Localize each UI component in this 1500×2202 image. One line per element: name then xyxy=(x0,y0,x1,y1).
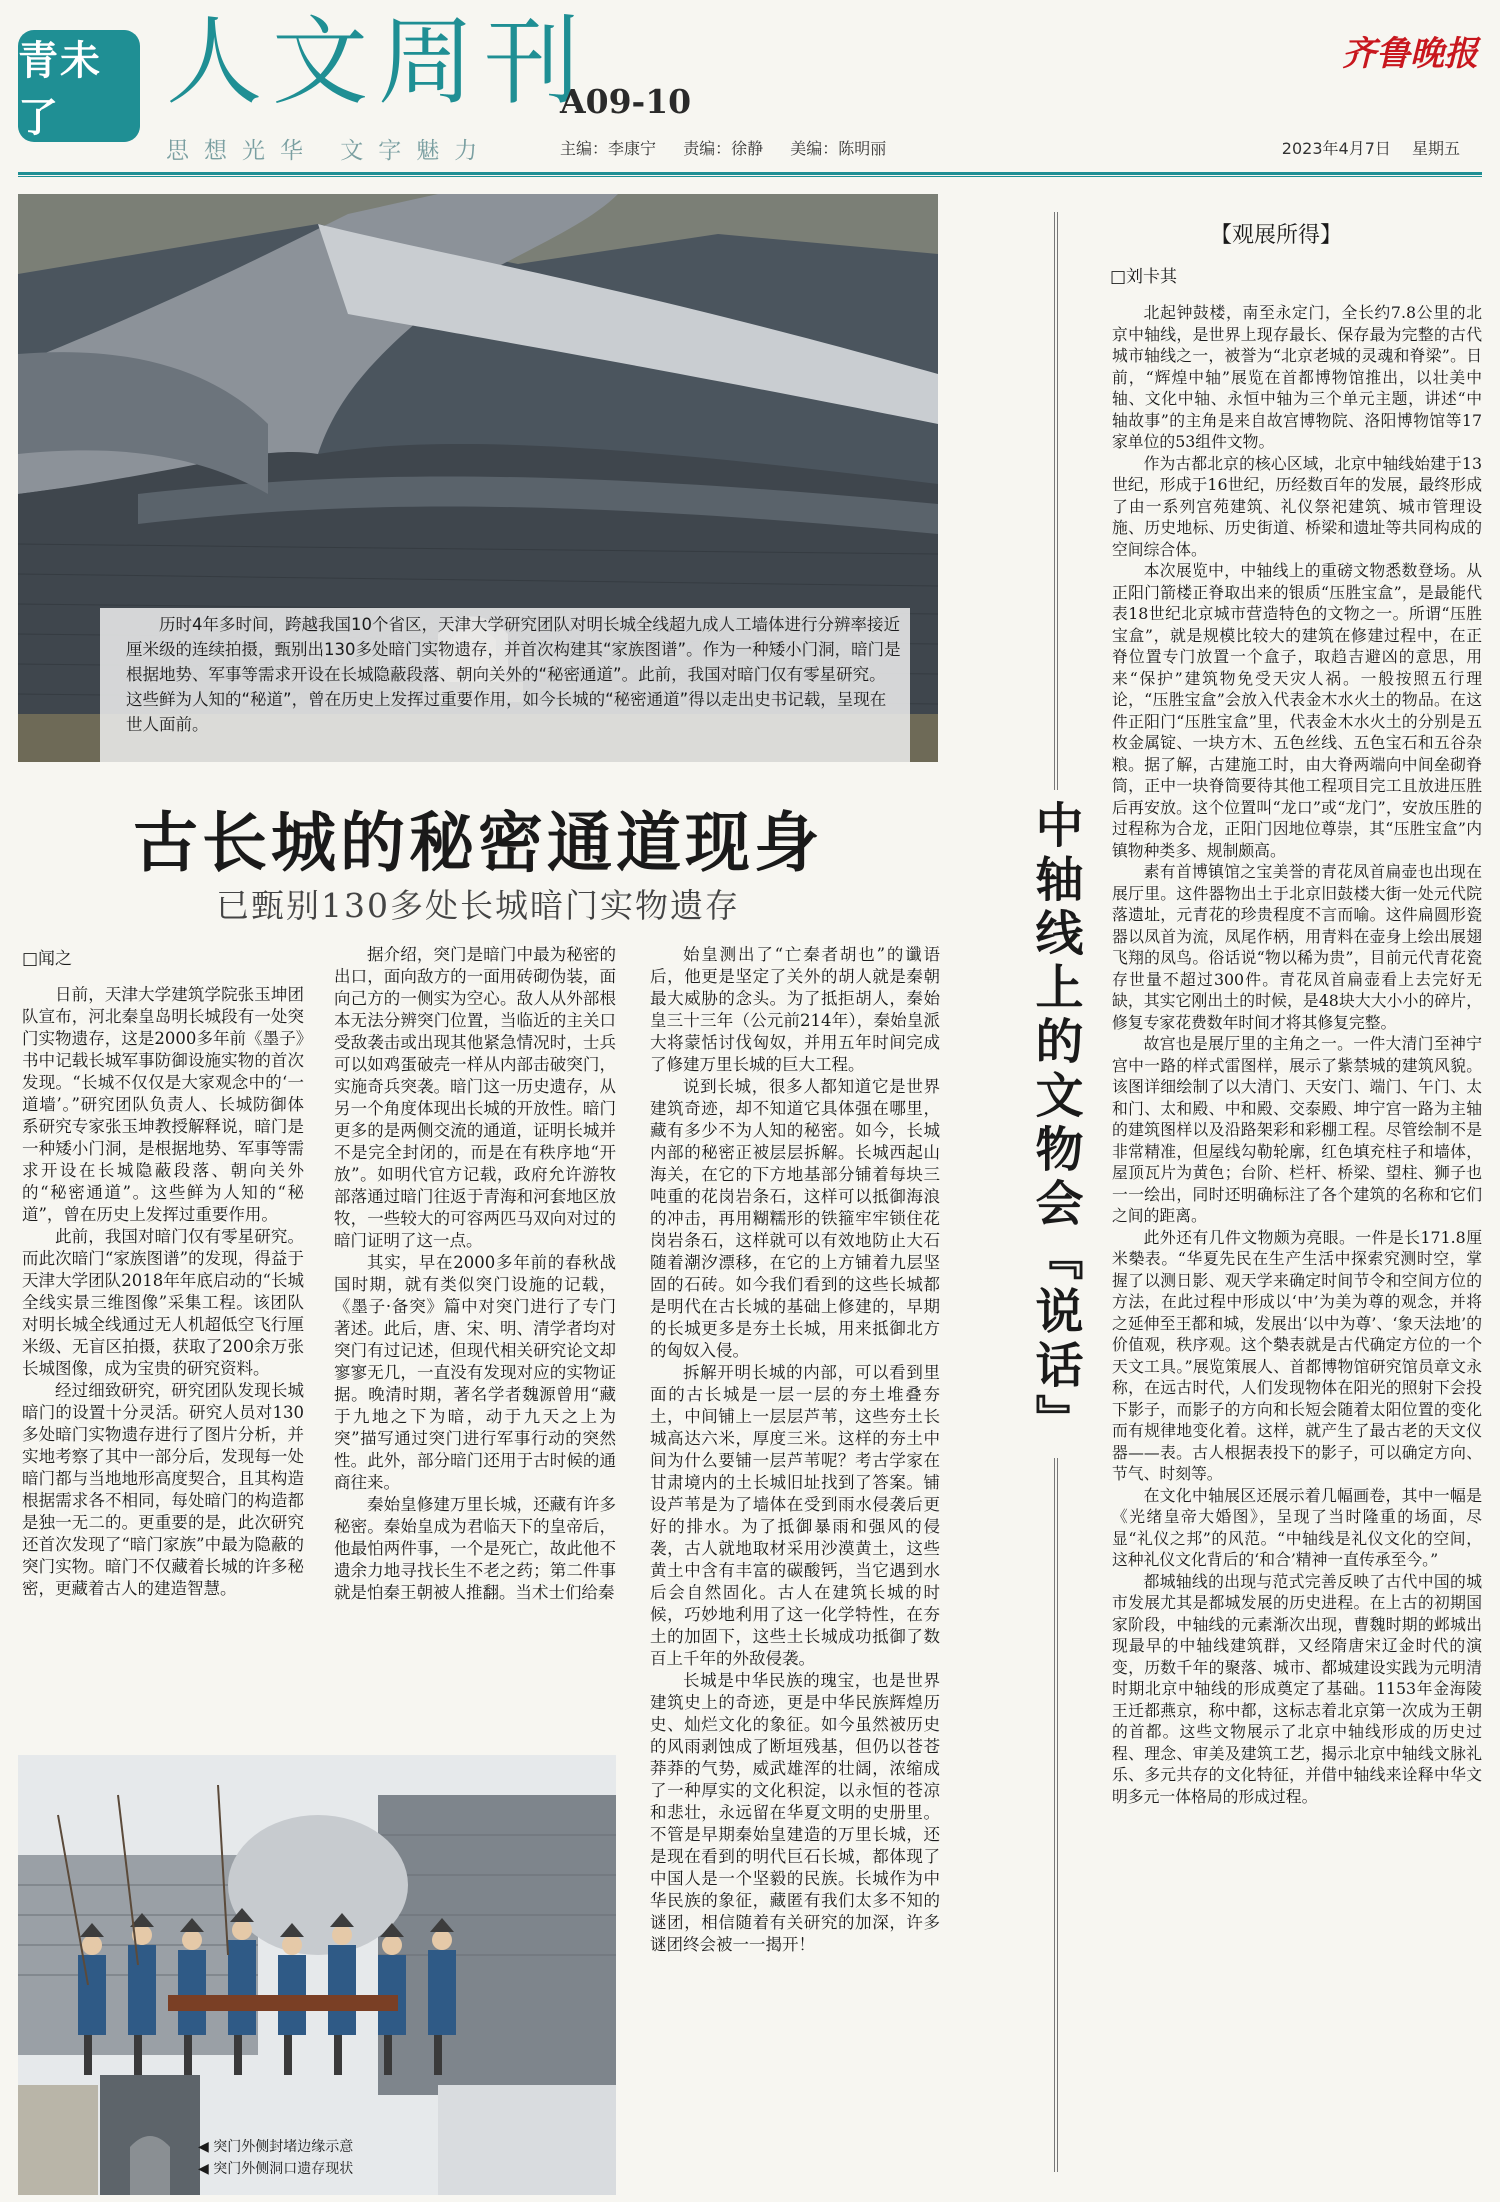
paragraph: 在文化中轴展区还展示着几幅画卷，其中一幅是《光绪皇帝大婚图》，呈现了当时隆重的场面，尽显“礼仪之邦”的风范。“中轴线是礼仪文化的空间，这种礼仪文化背后的‘和合’精神一直传承至今。” xyxy=(1112,1485,1482,1569)
article-column-2 xyxy=(334,944,616,1746)
masthead-rule-thin xyxy=(18,176,1482,177)
paragraph: 据介绍，突门是暗门中最为秘密的出口，面向敌方的一面用砖砌伪装，面向己方的一侧实为空心。敌人从外部根本无法分辨突门位置，当临近的主关口受敌袭击或出现其他紧急情况时，士兵可以如鸡蛋破壳一样从内部击破突门，实施奇兵突袭。暗门这一历史遗存，从另一个角度体现出长城的开放性。暗门更多的是两侧交流的通道，证明长城并不是完全封闭的，而是在有秩序地“开放”。如明代官方记载，政府允许游牧部落通过暗门往返于青海和河套地区放牧，一些较大的可容两匹马双向对过的暗门证明了这一点。 xyxy=(334,945,616,1250)
article-column-3 xyxy=(650,944,940,2184)
illus-label-text: 突门外侧洞口遗存现状 xyxy=(213,2161,354,2177)
paragraph: 其实，早在2000多年前的春秋战国时期，就有类似突门设施的记载，《墨子·备突》篇中对突门进行了专门著述。此后，唐、宋、明、清学者均对突门有过记述，但现代相关研究论文却寥寥无几，一直没有发现对应的实物证据。晚清时期，著名学者魏源曾用“藏于九地之下为暗，动于九天之上为突”描写通过突门进行军事行动的突然性。此外，部分暗门还用于古时候的通商往来。 xyxy=(334,1253,616,1492)
illus-label-1 xyxy=(198,2136,353,2156)
paragraph: 素有首博镇馆之宝美誉的青花凤首扁壶也出现在展厅里。这件器物出土于北京旧鼓楼大街一处元代院落遗址，元青花的珍贵程度不言而喻。这件扁圆形瓷器以凤首为流，凤尾作柄，用青料在壶身上绘出展翅飞翔的凤鸟。俗话说“物以稀为贵”，目前元代青花瓷存世量不超过300件。青花凤首扁壶看上去完好无缺，其实它刚出土的时候，是48块大大小小的碎片，修复专家花费数年时间才将其修复完整。 xyxy=(1112,862,1482,1032)
illus-label-text: 突门外侧封堵边缘示意 xyxy=(213,2139,354,2155)
paragraph: 本次展览中，中轴线上的重磅文物悉数登场。从正阳门箭楼正脊取出来的银质“压胜宝盒”，是最能代表18世纪北京城市营造特色的文物之一。所谓“压胜宝盒”，就是规模比较大的建筑在修建过程中，在正脊位置专门放置一个盒子，取趋吉避凶的意思，用来“保护”建筑物免受天灾人祸。一般按照五行理论，“压胜宝盒”会放入代表金木水火土的物品。在这件正阳门“压胜宝盒”里，代表金木水火土的分别是五枚金属锭、一块方木、五色丝线、五色宝石和五谷杂粮。据了解，古建施工时，由大脊两端向中间垒砌脊筒，正中一块脊筒要待其他工程项目完工且放进压胜后再安放。这个位置叫“龙口”或“龙门”，安放压胜的过程称为合龙，正阳门因地位尊崇，其“压胜宝盒”内镇物种类多、规制颇高。 xyxy=(1112,561,1482,860)
right-article-title: 中轴线上的文物会『说话』 xyxy=(1022,790,1090,1458)
illus-label-2 xyxy=(198,2158,353,2178)
tagline: 思想光华 文字魅力 xyxy=(166,138,493,164)
art-editor: 美编：陈明丽 xyxy=(790,139,887,158)
article-column-1 xyxy=(22,984,304,1746)
editor-credits xyxy=(560,136,908,159)
date-line xyxy=(1266,136,1460,159)
right-article-body xyxy=(1112,302,1482,2190)
paragraph: 长城是中华民族的瑰宝，也是世界建筑史上的奇迹，更是中华民族辉煌历史、灿烂文化的象征。如今虽然被历史的风雨剥蚀成了断垣残基，但仍以苍苍莽莽的气势，威武雄浑的壮阔，浓缩成了一种厚实的文化积淀，以永恒的苍凉和悲壮，永远留在华夏文明的史册里。不管是早期秦始皇建造的万里长城，还是现在看到的明代巨石长城，都体现了中国人是一个坚毅的民族。长城作为中华民族的象征，藏匿有我们太多不知的谜团，相信随着有关研究的加深，许多谜团终会被一一揭开！ xyxy=(650,1671,940,1954)
paragraph: 都城轴线的出现与范式完善反映了古代中国的城市发展尤其是都城发展的历史进程。在上古的初期国家阶段，中轴线的元素渐次出现，曹魏时期的邺城出现最早的中轴线建筑群，又经隋唐宋辽金时代的演变，历数千年的聚落、城市、都城建设实践为元明清时期北京中轴线的形成奠定了基础。1153年金海陵王迁都燕京，称中都，这标志着北京第一次成为王朝的首都。这些文物展示了北京中轴线形成的历史过程、理念、审美及建筑工艺，揭示北京中轴线文脉礼乐、多元共存的文化特征，并借中轴线来诠释中华文明多元一体格局的形成过程。 xyxy=(1112,1571,1482,1806)
paragraph: 故宫也是展厅里的主角之一。一件大清门至神宁宫中一路的样式雷图样，展示了紫禁城的建筑风貌。该图详细绘制了以大清门、天安门、端门、午门、太和门、太和殿、中和殿、交泰殿、坤宁宫一路为主轴的建筑图样以及沿路架彩和彩棚工程。尽管绘制不是非常精准，但屋线勾勒轮廓，红色填充柱子和墙体，屋顶瓦片为黄色；台阶、栏杆、桥梁、望柱、狮子也一一绘出，同时还明确标注了各个建筑的名称和它们之间的距离。 xyxy=(1112,1034,1482,1225)
paragraph: 作为古都北京的核心区域，北京中轴线始建于13世纪，形成于16世纪，历经数百年的发展，最终形成了由一系列宫苑建筑、礼仪祭祀建筑、城市管理设施、历史地标、历史街道、桥梁和遗址等共同构成的空间综合体。 xyxy=(1112,453,1482,559)
paragraph: 秦始皇修建万里长城，还藏有许多秘密。秦始皇成为君临天下的皇帝后，他最怕两件事，一个是死亡，故此他不遗余力地寻找长生不老之药；第二件事就是怕秦王朝被人推翻。当术士们给秦 xyxy=(334,1495,616,1602)
page-title: 人文周刊 xyxy=(166,6,590,118)
article-subhead: 已甄别130多处长城暗门实物遗存 xyxy=(216,886,740,925)
duty-editor: 责编：徐静 xyxy=(683,139,764,158)
arrow-left-icon: ◀ xyxy=(198,2139,214,2155)
page-number: A09-10 xyxy=(560,82,692,121)
brand-logo: 青未了 xyxy=(18,30,140,142)
newspaper-logo: 齐鲁晚报 xyxy=(1342,34,1478,74)
paragraph: 北起钟鼓楼，南至永定门，全长约7.8公里的北京中轴线，是世界上现存最长、保存最为完整的古代城市轴线之一，被誉为“北京老城的灵魂和脊梁”。日前，“辉煌中轴”展览在首都博物馆推出，以壮美中轴、文化中轴、永恒中轴为三个单元主题，讲述“中轴故事”的主角是来自故宫博物院、洛阳博物馆等17家单位的53组件文物。 xyxy=(1112,303,1482,451)
soldiers-illustration xyxy=(18,1755,616,2195)
paragraph: 拆解开明长城的内部，可以看到里面的古长城是一层一层的夯土堆叠夯土，中间铺上一层层芦苇，这些夯土长城高达六米，厚度三米。这样的夯土中间为什么要铺一层芦苇呢？考古学家在甘肃境内的土长城旧址找到了答案。铺设芦苇是为了墙体在受到雨水侵袭后更好的排水。为了抵御暴雨和强风的侵袭，古人就地取材采用沙漠黄土，这些黄土中含有丰富的碳酸钙，当它遇到水后会自然固化。古人在建筑长城的时候，巧妙地利用了这一化学特性，在夯土的加固下，这些土长城成功抵御了数百上千年的外敌侵袭。 xyxy=(650,1363,940,1668)
paragraph: 日前，天津大学建筑学院张玉坤团队宣布，河北秦皇岛明长城段有一处突门实物遗存，这是2000多年前《墨子》书中记载长城军事防御设施实物的首次发现。“长城不仅仅是大家观念中的‘一道墙’。”研究团队负责人、长城防御体系研究专家张玉坤教授解释说，暗门是一种矮小门洞，是根据地势、军事等需求开设在长城隐蔽段落、朝向关外的“秘密通道”。这些鲜为人知的“秘道”，曾在历史上发挥过重要作用。 xyxy=(22,985,304,1224)
paragraph: 始皇测出了“亡秦者胡也”的谶语后，他更是坚定了关外的胡人就是秦朝最大威胁的念头。为了抵拒胡人，秦始皇三十三年（公元前214年），秦始皇派大将蒙恬讨伐匈奴，并用五年时间完成了修建万里长城的巨大工程。 xyxy=(650,945,940,1074)
section-tag: 【观展所得】 xyxy=(1210,223,1343,248)
paragraph: 说到长城，很多人都知道它是世界建筑奇迹，却不知道它具体强在哪里，藏有多少不为人知的秘密。如今，长城内部的秘密正被层层拆解。长城西起山海关，在它的下方地基部分铺着每块三吨重的花岗岩条石，这样可以抵御海浪的冲击，再用糊糯形的铁箍牢牢锁住花岗岩条石，这样就可以有效地防止大石随着潮汐漂移，在它的上方铺着九层坚固的石砖。如今我们看到的这些长城都是明代在古长城的基础上修建的，早期的长城更多是夯土长城，用来抵御北方的匈奴入侵。 xyxy=(650,1077,940,1360)
article-headline: 古长城的秘密通道现身 xyxy=(132,805,823,881)
masthead-rule xyxy=(18,172,1482,175)
article-author: □闻之 xyxy=(22,949,73,969)
right-article-author: □刘卡其 xyxy=(1110,267,1178,287)
paragraph: 此外还有几件文物颇为亮眼。一件是长171.8厘米槷表。“华夏先民在生产生活中探索究测时空，掌握了以测日影、观天学来确定时间节令和空间方位的方法，在此过程中形成以‘中’为美为尊的观念，并将之延伸至王都和城，发展出‘以中为尊’、‘象天法地’的价值观，秩序观。这个槷表就是古代确定方位的一个天文工具。”展览策展人、首都博物馆研究馆员章文永称，在远古时代，人们发现物体在阳光的照射下会投下影子，而影子的方向和长短会随着太阳位置的变化而有规律地变化着。这样，就产生了最古老的天文仪器——表。古人根据表投下的影子，可以确定方向、节气、时刻等。 xyxy=(1112,1227,1482,1483)
editor: 主编：李康宁 xyxy=(560,139,657,158)
issue-date: 2023年4月7日 xyxy=(1281,139,1391,158)
paragraph: 经过细致研究，研究团队发现长城暗门的设置十分灵活。研究人员对130多处暗门实物遗存进行了图片分析，并实地考察了其中一部分后，发现每一处暗门都与当地地形高度契合，且其构造根据需求各不相同，每处暗门的构造都是独一无二的。更重要的是，此次研究还首次发现了“暗门家族”中最为隐蔽的突门实物。暗门不仅藏着长城的许多秘密，更藏着古人的建造智慧。 xyxy=(22,1381,304,1598)
paragraph: 此前，我国对暗门仅有零星研究。而此次暗门“家族图谱”的发现，得益于天津大学团队2018年年底启动的“长城全线实景三维图像”采集工程。该团队对明长城全线通过无人机超低空飞行厘米级、无盲区拍摄，获取了200余万张长城图像，成为宝贵的研究资料。 xyxy=(22,1227,304,1378)
arrow-left-icon: ◀ xyxy=(198,2161,214,2177)
soldiers-drawing xyxy=(18,1755,616,2195)
weekday: 星期五 xyxy=(1411,139,1460,158)
photo-caption: 历时4年多时间，跨越我国10个省区，天津大学研究团队对明长城全线超九成人工墙体进行分辨率接近厘米级的连续拍摄，甄别出130多处暗门实物遗存，并首次构建其“家族图谱”。作为一种矮小门洞，暗门是根据地势、军事等需求开设在长城隐蔽段落、朝向关外的“秘密通道”。此前，我国对暗门仅有零星研究。这些鲜为人知的“秘道”，曾在历史上发挥过重要作用，如今长城的“秘密通道”得以走出史书记载，呈现在世人面前。 xyxy=(126,615,901,734)
